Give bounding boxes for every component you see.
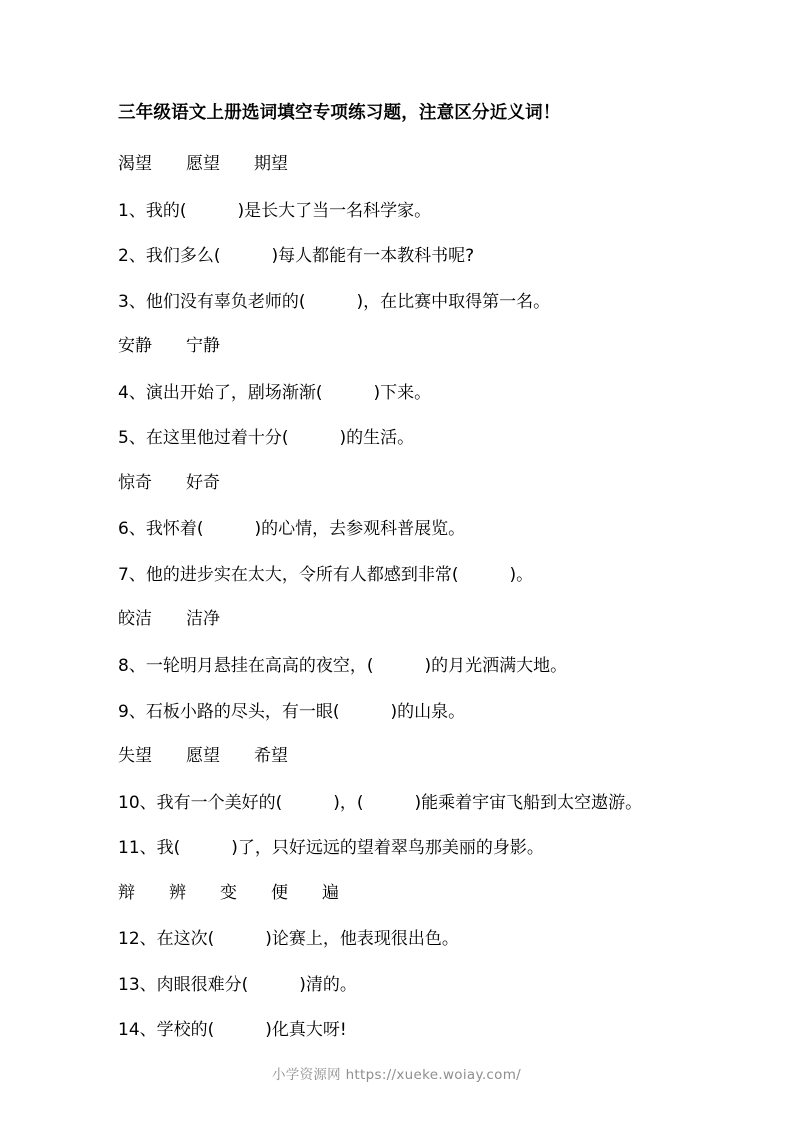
question-group-6 bbox=[118, 881, 698, 1045]
question-item: 11、我( )了，只好远远的望着翠鸟那美丽的身影。 bbox=[118, 838, 544, 859]
question-group-4 bbox=[118, 607, 698, 726]
word-bank: 皎洁 洁净 bbox=[118, 609, 220, 630]
question-group-5 bbox=[118, 744, 698, 863]
question-item: 3、他们没有辜负老师的( )，在比赛中取得第一名。 bbox=[118, 291, 551, 312]
question-item: 14、学校的( )化真大呀! bbox=[118, 1020, 347, 1041]
word-bank: 辩 辨 变 便 遍 bbox=[118, 882, 339, 903]
word-bank: 渴望 愿望 期望 bbox=[118, 154, 288, 175]
question-item: 5、在这里他过着十分( )的生活。 bbox=[118, 428, 415, 449]
question-item: 8、一轮明月悬挂在高高的夜空，( )的月光洒满大地。 bbox=[118, 655, 568, 676]
question-group-1 bbox=[118, 152, 698, 316]
question-item: 10、我有一个美好的( )，( )能乘着宇宙飞船到太空遨游。 bbox=[118, 792, 643, 813]
question-item: 12、在这次( )论赛上，他表现很出色。 bbox=[118, 929, 459, 950]
question-item: 2、我们多么( )每人都能有一本教科书呢? bbox=[118, 246, 475, 267]
word-bank: 安静 宁静 bbox=[118, 336, 220, 357]
word-bank: 失望 愿望 希望 bbox=[118, 746, 288, 767]
question-item: 9、石板小路的尽头，有一眼( )的山泉。 bbox=[118, 701, 466, 722]
question-group-3 bbox=[118, 471, 698, 590]
question-item: 6、我怀着( )的心情，去参观科普展览。 bbox=[118, 519, 466, 540]
question-item: 7、他的进步实在太大，令所有人都感到非常( )。 bbox=[118, 564, 534, 585]
question-item: 1、我的( )是长大了当一名科学家。 bbox=[118, 200, 432, 221]
watermark-footer: 小学资源网 https://xueke.woiay.com/ bbox=[271, 1067, 522, 1083]
question-item: 4、演出开始了，剧场渐渐( )下来。 bbox=[118, 382, 432, 403]
word-bank: 惊奇 好奇 bbox=[118, 472, 220, 493]
page-title: 三年级语文上册选词填空专项练习题，注意区分近义词！ bbox=[118, 103, 561, 123]
question-item: 13、肉眼很难分( )清的。 bbox=[118, 974, 357, 995]
question-group-2 bbox=[118, 334, 698, 453]
